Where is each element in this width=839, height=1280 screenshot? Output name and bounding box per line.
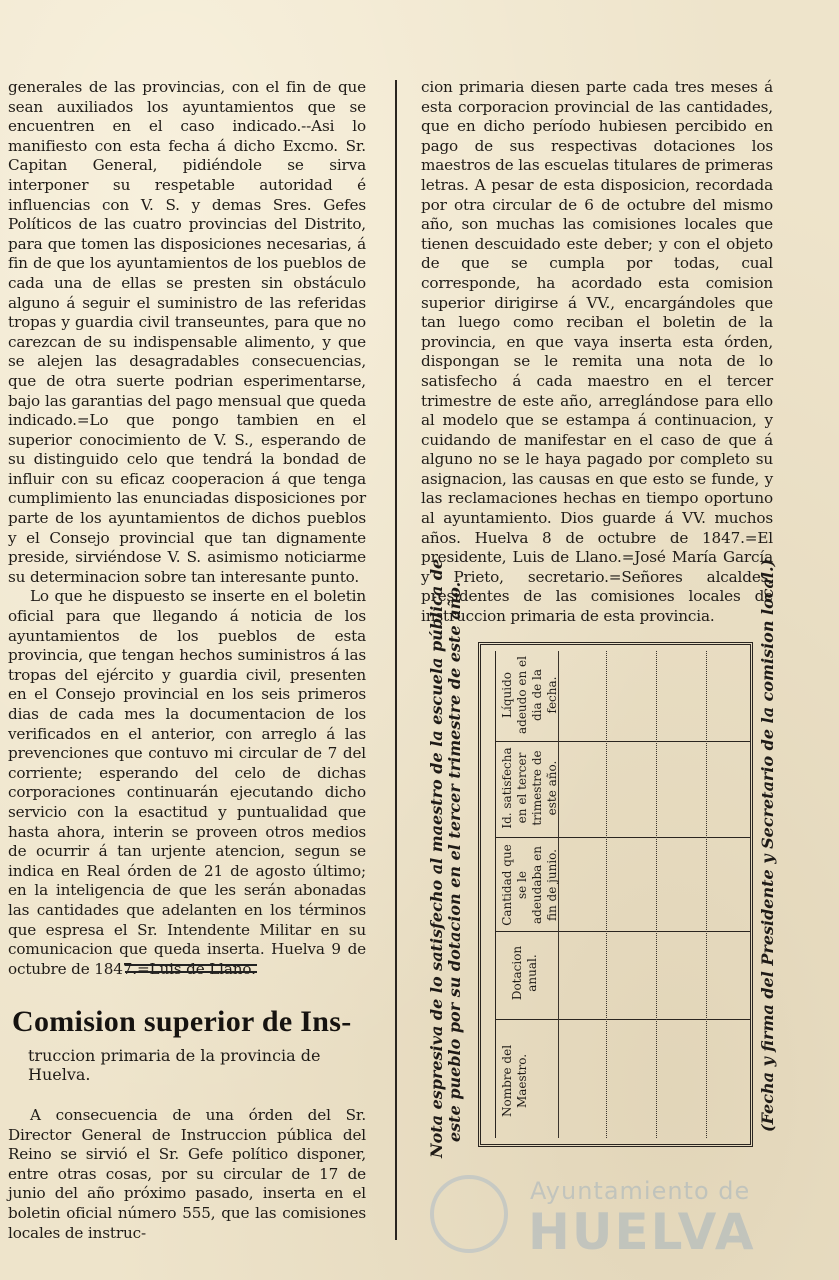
section-body bbox=[8, 1106, 366, 1243]
right-paragraph-1: cion primaria diesen parte cada tres meses á esta corporacion provincial de las cantidades, que en dicho período hubiesen percibido en pago de sus respectivas dotaciones los maestros de las escuelas titulares de primeras letras. A pesar de esta disposicion, recordada por otra circular de 6 de octubre del mismo año, son muchas las comisiones locales que tienen descuidado este deber; y con el objeto de que se cumpla por todas, cual corresponde, ha acordado esta comision superior dirigirse á VV., encargándoles que tan luego como reciban el boletin de la provincia, en que vaya inserta esta órden, dispongan se le remita una nota de lo satisfecho á cada maestro en el tercer trimestre de este año, arreglándose para ello al modelo que se estampa á continuacion, y cuidando de manifestar en el caso de que á alguno no se le haya pagado por completo su asignacion, las causas en que esto se funde, y las reclamaciones hechas en tiempo oportuno al ayuntamiento. Dios guarde á VV. muchos años. Huelva 8 de octubre de 1847.=El presidente, Luis de Llano.=José María García y Prieto, secretario.=Señores alcaldes, presidentes de las comisiones locales de instruccion primaria de esta provincia. bbox=[421, 78, 773, 626]
form-caption-line-2: este pueblo por su dotacion en el tercer trimestre de este año. bbox=[445, 581, 464, 1142]
form-row-divider bbox=[496, 931, 750, 932]
watermark-small-text: Ayuntamiento de bbox=[530, 1177, 751, 1205]
form-table bbox=[478, 642, 753, 1147]
section-title: Comision superior de Ins- bbox=[12, 1005, 352, 1038]
form-header-satisfecha: Id. satisfecha en el tercer trimestre de este año. bbox=[500, 747, 559, 829]
right-column bbox=[421, 78, 773, 627]
form-header-cantidad: Cantidad que se le adeudaba en fin de junio. bbox=[500, 844, 559, 926]
left-column bbox=[8, 78, 366, 979]
form-header-nombre: Nombre del Maestro. bbox=[500, 1044, 529, 1118]
left-paragraph-2: Lo que he dispuesto se inserte en el boletin oficial para que llegando á noticia de los ayuntamientos de los pueblos de esta provincia, que tengan hechos suministros á las tropas del ejército y guardia civil, presenten en el Consejo provincial en los seis primeros dias de cada mes la documentacion de los verificados en el anterior, con arreglo á las prevenciones que contuvo mi circular de 7 del corriente; esperando del celo de dichas corporaciones continuarán ejecutando dicho servicio con la esactitud y puntualidad que hasta ahora, interin se proveen otros medios de ocurrir á tan urjente atencion, segun se indica en Real órden de 21 de agosto último; en la inteligencia de que les serán abonadas las cantidades que adelanten en los términos que espresa el Sr. Intendente Militar en su comunicacion que queda inserta. Huelva 9 de octubre de 1847.=Luis de Llano. bbox=[8, 587, 366, 978]
form-caption-line-1: Nota espresiva de lo satisfecho al maestro de la escuela pública de bbox=[427, 558, 446, 1158]
left-paragraph-1: generales de las provincias, con el fin de que sean auxiliados los ayuntamientos que se encuentren en el caso indicado.--Asi lo manifiesto con esta fecha á dicho Excmo. Sr. Capitan General, pidiéndole se sirva interponer su respetable autoridad é influencias con V. S. y demas Sres. Gefes Políticos de las cuatro provincias del Distrito, para que tomen las disposiciones necesarias, á fin de que los ayuntamientos de los pueblos de cada una de ellas se presten sin obstáculo alguno á seguir el suministro de las referidas tropas y guardia civil transeuntes, para que no carezcan de su indispensable alimento, y que se alejen las desagradables consecuencias, que de otra suerte podrian esperimentarse, bajo las garantias del pago mensual que queda indicado.=Lo que pongo tambien en el superior conocimiento de V. S., esperando de su distinguido celo que tendrá la bondad de influir con su eficaz cooperacion á que tenga cumplimiento las enunciadas disposiciones por parte de los ayuntamientos de dichos pueblos y el Consejo provincial que tan dignamente preside, sirviéndose V. S. asimismo noticiarme su determinacion sobre tan interesante punto. bbox=[8, 78, 366, 586]
form-row-divider bbox=[496, 1019, 750, 1020]
form-side-caption: (Fecha y firma del Presidente y Secretario de la comision local.) bbox=[758, 558, 777, 1132]
form-row-divider bbox=[496, 837, 750, 838]
shield-icon bbox=[430, 1175, 508, 1253]
form-entry-rule bbox=[706, 651, 707, 1138]
form-header-liquido: Líquido adeudo en el dia de la fecha. bbox=[500, 656, 559, 734]
form-entry-rule bbox=[606, 651, 607, 1138]
column-divider bbox=[395, 80, 397, 1240]
form-entry-rule bbox=[656, 651, 657, 1138]
form-caption bbox=[427, 558, 464, 1158]
form-grid bbox=[495, 651, 750, 1138]
section-paragraph: A consecuencia de una órden del Sr. Director General de Instruccion pública del Reino se sirvió el Sr. Gefe político disponer, entre otras cosas, por su circular de 17 de junio del año próximo pasado, inserta en el boletin oficial número 555, que las comisiones locales de instruc- bbox=[8, 1106, 366, 1242]
archive-watermark bbox=[430, 1175, 770, 1265]
section-separator bbox=[125, 964, 257, 973]
form-header-dotacion: Dotacion anual. bbox=[510, 945, 539, 1001]
watermark-big-text: HUELVA bbox=[528, 1203, 756, 1261]
form-row-divider bbox=[496, 741, 750, 742]
section-subtitle: truccion primaria de la provincia de Huelva. bbox=[28, 1046, 321, 1084]
